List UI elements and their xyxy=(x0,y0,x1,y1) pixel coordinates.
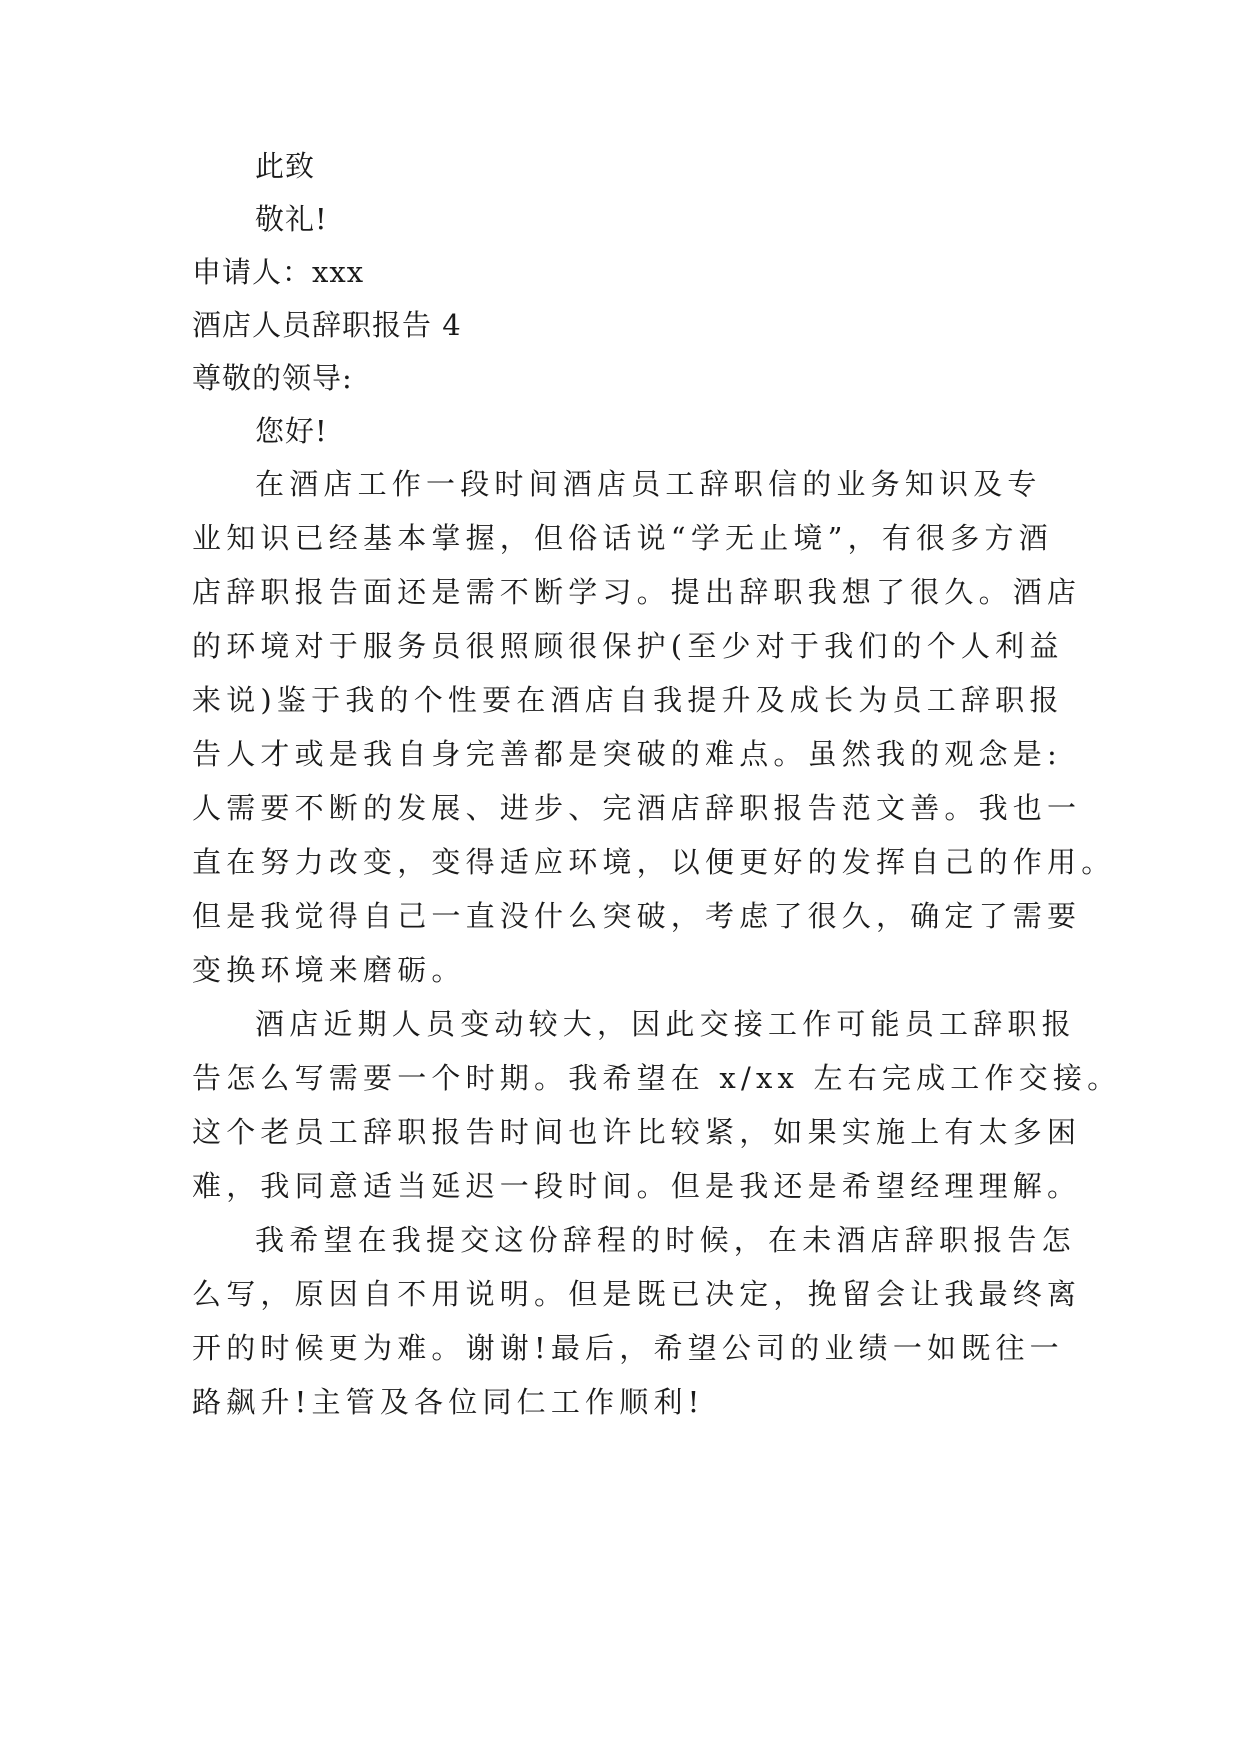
paragraph-line: 业知识已经基本掌握，但俗话说“学无止境”，有很多方酒 xyxy=(192,521,1053,555)
paragraph-line: 告怎么写需要一个时期。我希望在 x/xx 左右完成工作交接。 xyxy=(192,1061,1122,1095)
paragraph-line: 酒店近期人员变动较大，因此交接工作可能员工辞职报 xyxy=(255,1007,1076,1041)
paragraph-line: 但是我觉得自己一直没什么突破，考虑了很久，确定了需要 xyxy=(192,899,1082,933)
paragraph-line: 难，我同意适当延迟一段时间。但是我还是希望经理理解。 xyxy=(192,1169,1082,1203)
paragraph-line: 么写，原因自不用说明。但是既已决定，挽留会让我最终离 xyxy=(192,1277,1082,1311)
paragraph-line: 路飙升!主管及各位同仁工作顺利! xyxy=(192,1385,705,1419)
paragraph-line: 的环境对于服务员很照顾很保护(至少对于我们的个人利益 xyxy=(192,629,1064,663)
paragraph-line: 这个老员工辞职报告时间也许比较紧，如果实施上有太多困 xyxy=(192,1115,1082,1149)
applicant-line: 申请人：xxx xyxy=(192,255,365,289)
paragraph-line: 开的时候更为难。谢谢!最后，希望公司的业绩一如既往一 xyxy=(192,1331,1064,1365)
paragraph-line: 在酒店工作一段时间酒店员工辞职信的业务知识及专 xyxy=(255,467,1042,501)
paragraph-line: 直在努力改变，变得适应环境，以便更好的发挥自己的作用。 xyxy=(192,845,1116,879)
paragraph-line: 店辞职报告面还是需不断学习。提出辞职我想了很久。酒店 xyxy=(192,575,1082,609)
paragraph-line: 来说)鉴于我的个性要在酒店自我提升及成长为员工辞职报 xyxy=(192,683,1064,717)
paragraph-line: 告人才或是我自身完善都是突破的难点。虽然我的观念是: xyxy=(192,737,1062,771)
closing-line: 此致 xyxy=(255,149,316,183)
report-title: 酒店人员辞职报告 4 xyxy=(192,308,462,342)
paragraph-line: 变换环境来磨砺。 xyxy=(192,953,466,987)
greeting-line: 尊敬的领导: xyxy=(192,361,353,395)
hello-line: 您好! xyxy=(255,414,328,448)
salute-line: 敬礼! xyxy=(255,202,328,236)
paragraph-line: 人需要不断的发展、进步、完酒店辞职报告范文善。我也一 xyxy=(192,791,1082,825)
paragraph-line: 我希望在我提交这份辞程的时候，在未酒店辞职报告怎 xyxy=(255,1223,1076,1257)
